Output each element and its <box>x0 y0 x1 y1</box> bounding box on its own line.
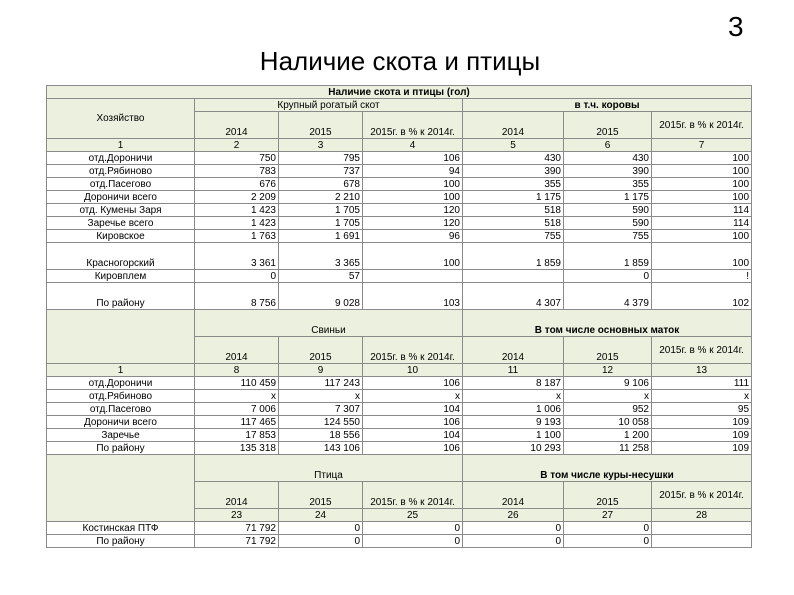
table-title-row <box>47 86 752 99</box>
cell-value: 100 <box>363 178 463 191</box>
year-header: 2014 <box>463 337 564 364</box>
cell-value: 1 175 <box>463 191 564 204</box>
column-number: 3 <box>279 139 363 152</box>
cell-value: 0 <box>363 535 463 548</box>
table-row <box>47 283 752 310</box>
pct-header: 2015г. в % к 2014г. <box>363 112 463 139</box>
group-header: В том числе основных маток <box>463 310 752 337</box>
cell-value: 100 <box>652 152 752 165</box>
cell-value: 2 209 <box>195 191 279 204</box>
cell-value: 755 <box>463 230 564 243</box>
cell-value: 678 <box>279 178 363 191</box>
column-number-row <box>47 139 752 152</box>
farm-name: Заречье <box>47 429 195 442</box>
page-title <box>0 44 794 78</box>
cell-value: 100 <box>652 230 752 243</box>
farm-name: отд.Рябиново <box>47 390 195 403</box>
pct-header: 2015г. в % к 2014г. <box>652 337 752 364</box>
table-row <box>47 416 752 429</box>
column-number: 28 <box>652 509 752 522</box>
cell-value: ! <box>652 270 752 283</box>
cell-value: 9 106 <box>564 377 652 390</box>
table-row <box>47 429 752 442</box>
cell-value: 0 <box>564 270 652 283</box>
cell-value: 7 307 <box>279 403 363 416</box>
column-number: 27 <box>564 509 652 522</box>
cell-value: 117 243 <box>279 377 363 390</box>
cell-value: 390 <box>564 165 652 178</box>
farm-name: отд.Дороничи <box>47 152 195 165</box>
cell-value: 110 459 <box>195 377 279 390</box>
farm-name: отд.Пасегово <box>47 178 195 191</box>
cell-value: 1 705 <box>279 204 363 217</box>
cell-value: 1 859 <box>564 243 652 270</box>
table-row <box>47 178 752 191</box>
group-header: Крупный рогатый скот <box>195 99 463 112</box>
column-number: 1 <box>47 139 195 152</box>
cell-value: 0 <box>463 535 564 548</box>
cell-value: 96 <box>363 230 463 243</box>
group-header: в т.ч. коровы <box>463 99 752 112</box>
cell-value: 795 <box>279 152 363 165</box>
column-number: 1 <box>47 364 195 377</box>
cell-value: 71 792 <box>195 535 279 548</box>
cell-value: 100 <box>652 178 752 191</box>
cell-value: 355 <box>564 178 652 191</box>
farm-name: отд. Кумены Заря <box>47 204 195 217</box>
cell-value: 114 <box>652 217 752 230</box>
cell-value: х <box>363 390 463 403</box>
group-header-row <box>47 455 752 482</box>
cell-value: 430 <box>564 152 652 165</box>
cell-value: 114 <box>652 204 752 217</box>
group-header: Свиньи <box>195 310 463 337</box>
pct-header: 2015г. в % к 2014г. <box>363 482 463 509</box>
table-row <box>47 522 752 535</box>
cell-value: 952 <box>564 403 652 416</box>
cell-value: 0 <box>564 535 652 548</box>
cell-value: 1 006 <box>463 403 564 416</box>
farm-name: отд.Пасегово <box>47 403 195 416</box>
column-number: 11 <box>463 364 564 377</box>
cell-value: 783 <box>195 165 279 178</box>
table-row <box>47 152 752 165</box>
cell-value: 94 <box>363 165 463 178</box>
livestock-table <box>46 85 752 548</box>
cell-value: 1 423 <box>195 217 279 230</box>
cell-value: 3 361 <box>195 243 279 270</box>
table-row <box>47 535 752 548</box>
cell-value: 11 258 <box>564 442 652 455</box>
year-header: 2014 <box>195 337 279 364</box>
cell-value: 106 <box>363 442 463 455</box>
cell-value: 1 859 <box>463 243 564 270</box>
cell-value: 430 <box>463 152 564 165</box>
blank-header <box>47 310 195 364</box>
cell-value: 1 100 <box>463 429 564 442</box>
cell-value: 750 <box>195 152 279 165</box>
farm-name: Кировское <box>47 230 195 243</box>
cell-value: 9 028 <box>279 283 363 310</box>
farm-name: По району <box>47 283 195 310</box>
column-number: 26 <box>463 509 564 522</box>
cell-value: 0 <box>195 270 279 283</box>
cell-value: 518 <box>463 204 564 217</box>
column-number: 8 <box>195 364 279 377</box>
cell-value: 106 <box>363 152 463 165</box>
farm-name: Дороничи всего <box>47 191 195 204</box>
cell-value: 109 <box>652 429 752 442</box>
group-header: В том числе куры-несушки <box>463 455 752 482</box>
cell-value: 135 318 <box>195 442 279 455</box>
year-header: 2014 <box>463 482 564 509</box>
table-row <box>47 270 752 283</box>
table-row <box>47 217 752 230</box>
table-row <box>47 230 752 243</box>
cell-value: 0 <box>363 522 463 535</box>
cell-value: 111 <box>652 377 752 390</box>
farm-name: Дороничи всего <box>47 416 195 429</box>
cell-value <box>463 270 564 283</box>
pct-header: 2015г. в % к 2014г. <box>652 112 752 139</box>
cell-value: 71 792 <box>195 522 279 535</box>
cell-value: 117 465 <box>195 416 279 429</box>
year-header: 2015 <box>279 112 363 139</box>
group-header-row <box>47 99 752 112</box>
farm-name: Костинская ПТФ <box>47 522 195 535</box>
cell-value: 100 <box>363 243 463 270</box>
table-title: Наличие скота и птицы (гол) <box>47 86 752 99</box>
year-header: 2014 <box>463 112 564 139</box>
cell-value: 8 187 <box>463 377 564 390</box>
cell-value: 0 <box>279 522 363 535</box>
year-header: 2015 <box>564 337 652 364</box>
cell-value: 676 <box>195 178 279 191</box>
cell-value: 120 <box>363 204 463 217</box>
cell-value <box>652 535 752 548</box>
cell-value: 1 423 <box>195 204 279 217</box>
cell-value: 0 <box>564 522 652 535</box>
column-number: 13 <box>652 364 752 377</box>
cell-value: х <box>463 390 564 403</box>
slide-number: 3 <box>728 11 744 42</box>
cell-value: 106 <box>363 377 463 390</box>
cell-value: 390 <box>463 165 564 178</box>
column-number: 10 <box>363 364 463 377</box>
cell-value: 7 006 <box>195 403 279 416</box>
cell-value: 95 <box>652 403 752 416</box>
column-number: 7 <box>652 139 752 152</box>
page-title-text: Наличие скота и птицы <box>259 46 541 76</box>
table-row <box>47 191 752 204</box>
cell-value: 755 <box>564 230 652 243</box>
cell-value: 0 <box>463 522 564 535</box>
cell-value: 1 691 <box>279 230 363 243</box>
cell-value: 109 <box>652 442 752 455</box>
cell-value: 100 <box>652 243 752 270</box>
cell-value: 143 106 <box>279 442 363 455</box>
column-number: 9 <box>279 364 363 377</box>
column-number: 4 <box>363 139 463 152</box>
hozyaystvo-header: Хозяйство <box>47 99 195 139</box>
table-row <box>47 165 752 178</box>
cell-value: 104 <box>363 429 463 442</box>
cell-value: 109 <box>652 416 752 429</box>
farm-name: По району <box>47 535 195 548</box>
table-row <box>47 377 752 390</box>
column-number: 24 <box>279 509 363 522</box>
table-row <box>47 403 752 416</box>
cell-value: 4 307 <box>463 283 564 310</box>
cell-value: 355 <box>463 178 564 191</box>
farm-name: отд.Дороничи <box>47 377 195 390</box>
cell-value: 100 <box>363 191 463 204</box>
table-row <box>47 243 752 270</box>
year-header: 2015 <box>564 112 652 139</box>
table-row <box>47 204 752 217</box>
column-number: 5 <box>463 139 564 152</box>
column-number-row <box>47 364 752 377</box>
cell-value: 590 <box>564 217 652 230</box>
cell-value: 102 <box>652 283 752 310</box>
group-header-row <box>47 310 752 337</box>
cell-value: 2 210 <box>279 191 363 204</box>
column-number: 2 <box>195 139 279 152</box>
cell-value: 8 756 <box>195 283 279 310</box>
cell-value: 120 <box>363 217 463 230</box>
cell-value: 590 <box>564 204 652 217</box>
cell-value: 10 058 <box>564 416 652 429</box>
cell-value: 518 <box>463 217 564 230</box>
cell-value <box>652 522 752 535</box>
group-header: Птица <box>195 455 463 482</box>
year-header: 2014 <box>195 112 279 139</box>
cell-value: 1 763 <box>195 230 279 243</box>
cell-value: 9 193 <box>463 416 564 429</box>
column-number: 25 <box>363 509 463 522</box>
cell-value: 4 379 <box>564 283 652 310</box>
year-header: 2015 <box>279 337 363 364</box>
cell-value: х <box>652 390 752 403</box>
cell-value: 18 556 <box>279 429 363 442</box>
farm-name: Кировплем <box>47 270 195 283</box>
cell-value: 106 <box>363 416 463 429</box>
cell-value <box>363 270 463 283</box>
cell-value: 737 <box>279 165 363 178</box>
year-header: 2015 <box>279 482 363 509</box>
farm-name: Красногорский <box>47 243 195 270</box>
cell-value: 0 <box>279 535 363 548</box>
farm-name: отд.Рябиново <box>47 165 195 178</box>
year-header: 2015 <box>564 482 652 509</box>
cell-value: 1 200 <box>564 429 652 442</box>
farm-name: По району <box>47 442 195 455</box>
cell-value: 100 <box>652 165 752 178</box>
cell-value: 124 550 <box>279 416 363 429</box>
cell-value: 100 <box>652 191 752 204</box>
cell-value: 104 <box>363 403 463 416</box>
year-header: 2014 <box>195 482 279 509</box>
blank-header <box>47 455 195 522</box>
pct-header: 2015г. в % к 2014г. <box>363 337 463 364</box>
cell-value: х <box>195 390 279 403</box>
cell-value: 10 293 <box>463 442 564 455</box>
column-number: 6 <box>564 139 652 152</box>
cell-value: х <box>564 390 652 403</box>
column-number: 23 <box>195 509 279 522</box>
cell-value: 1 705 <box>279 217 363 230</box>
cell-value: 17 853 <box>195 429 279 442</box>
table-row <box>47 390 752 403</box>
table-row <box>47 442 752 455</box>
cell-value: 1 175 <box>564 191 652 204</box>
column-number: 12 <box>564 364 652 377</box>
cell-value: 57 <box>279 270 363 283</box>
cell-value: 103 <box>363 283 463 310</box>
farm-name: Заречье всего <box>47 217 195 230</box>
cell-value: х <box>279 390 363 403</box>
pct-header: 2015г. в % к 2014г. <box>652 482 752 509</box>
cell-value: 3 365 <box>279 243 363 270</box>
